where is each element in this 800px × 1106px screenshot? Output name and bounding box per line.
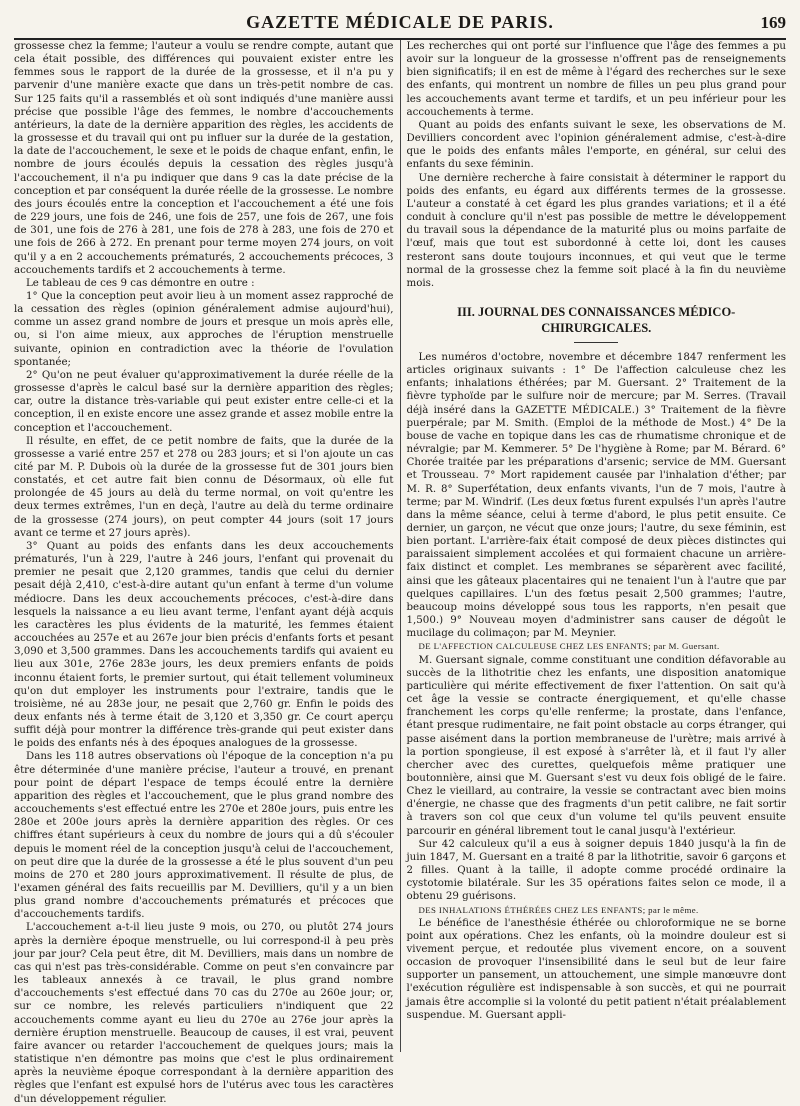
paragraph: M. Guersant signale, comme constituant une condition défavorable au succès de la lithotritie chez les enfants, une disposition anatomique particulière qui mérite effectivement de fixer l'attention. On sait qu'à cet âge la vessie se contracte énergiquement, et qu'elle chasse franchement les corps qu'elle renferme; la prostate, dans l'enfance, étant presque rudimentaire, ne fait point obstacle au corps étranger, qui passe aisément dans la portion membraneuse de l'urètre; mais arrivé à la portion spongieuse, il est exposé à s'arrêter là, et il faut l'y aller chercher avec des curettes, quelquefois même pratiquer une boutonnière, ainsi que M. Guersant s'est vu deux fois obligé de le faire. Chez le vieillard, au contraire, la vessie se contractant avec bien moins d'énergie, ne chasse que des fragments d'un petit calibre, ne fait sortir à travers son col que ceux d'un volume tel qu'ils peuvent ensuite parcourir en général librement tout le canal jusqu'à l'extérieur. bbox=[406, 653, 786, 837]
paragraph: Sur 42 calculeux qu'il a eus à soigner depuis 1840 jusqu'à la fin de juin 1847, M. Guersant en a traité 8 par la lithotritie, savoir 6 garçons et 2 filles. Quant à la taille, il adopte comme procédé ordinaire la cystotomie bilatérale. Sur les 35 opérations faites selon ce mode, il a obtenu 29 guérisons. bbox=[406, 837, 786, 903]
section-divider bbox=[574, 342, 618, 343]
right-column bbox=[400, 40, 787, 1052]
paragraph: Il résulte, en effet, de ce petit nombre de faits, que la durée de la grossesse a varié entre 257 et 278 ou 283 jours; et si l'on ajoute un cas cité par M. P. Dubois où la durée de la grossesse fut de 301 jours bien constatés, et cet autre fait bien connu de Désormaux, où elle fut prolongée de 45 jours au delà du terme normal, on voit qu'entre les deux termes extrêmes, l'un en deçà, l'autre au delà du terme ordinaire de la grossesse (274 jours), on peut compter 44 jours (soit 17 jours avant ce terme et 27 jours après). bbox=[14, 434, 394, 539]
left-column bbox=[14, 40, 400, 1105]
paragraph: Quant au poids des enfants suivant le sexe, les observations de M. Devilliers concordent avec l'opinion généralement admise, c'est-à-dire que le poids des enfants mâles l'emporte, en général, sur celui des enfants du sexe féminin. bbox=[406, 118, 786, 171]
subsection-title: DES INHALATIONS ÉTHÉRÉES CHEZ LES ENFANTS bbox=[418, 904, 643, 915]
text-columns bbox=[14, 40, 786, 1105]
journal-title: GAZETTE MÉDICALE DE PARIS. bbox=[246, 12, 554, 32]
paragraph: Le tableau de ces 9 cas démontre en outre : bbox=[26, 276, 255, 289]
paragraph: Les recherches qui ont porté sur l'influence que l'âge des femmes a pu avoir sur la longueur de la grossesse n'offrent pas de renseignements bien significatifs; il en est de même à l'égard des recherches sur le sexe des enfants, qui montrent un nombre de filles un peu plus grand pour les accouchements avant terme et tardifs, et un peu inférieur pour les accouchements à terme. bbox=[406, 40, 786, 118]
subsection-heading bbox=[407, 640, 787, 653]
paragraph: 1° Que la conception peut avoir lieu à un moment assez rapproché de la cessation des règles (opinion généralement admise aujourd'hui), comme un assez grand nombre de jours et presque un mois après elle, ou, si l'on aime mieux, aux approches de l'éruption menstruelle suivante, opinion en contradiction avec la théorie de l'ovulation spontanée; bbox=[14, 289, 394, 368]
subsection-author: ; par M. Guersant. bbox=[648, 641, 720, 652]
section-title: III. JOURNAL DES CONNAISSANCES MÉDICO-CHIRURGICALES. bbox=[457, 304, 736, 335]
paragraph: grossesse chez la femme; l'auteur a voulu se rendre compte, autant que cela était possible, des différences qui pouvaient exister entre les femmes sous le rapport de la durée de la grossesse, et il n'a pu y parvenir d'une manière exacte que dans un très-petit nombre de cas. Sur 125 faits qu'il a rassemblés et où sont indiqués d'une manière aussi précise que possible l'âge des femmes, le nombre d'accouchements antérieurs, la date de la dernière apparition des règles, les accidents de la grossesse et du travail qui ont pu influer sur la durée de la gestation, la date de l'accouchement, le sexe et le poids de chaque enfant, enfin, le nombre de jours écoulés depuis la cessation des règles jusqu'à l'accouchement, il n'a pu indiquer que dans 9 cas la date précise de la conception et par conséquent la durée réelle de la grossesse. Le nombre des jours écoulés entre la conception et l'accouchement a été une fois de 229 jours, une fois de 246, une fois de 257, une fois de 267, une fois de 301, une fois de 276 à 281, une fois de 278 à 283, une fois de 270 et une fois de 266 à 272. En prenant pour terme moyen 274 jours, on voit qu'il y a en 2 accouchements prématurés, 2 accouchements précoces, 3 accouchements tardifs et 2 accouchements à terme. bbox=[14, 40, 394, 276]
paragraph: Le bénéfice de l'anesthésie éthérée ou chloroformique ne se borne point aux opérations. Chez les enfants, où la moindre douleur est si vivement perçue, et redoutée plus vivement encore, on a souvent occasion de provoquer l'insensibilité dans le seul but de leur faire supporter un pansement, un attouchement, une simple manœuvre dont l'exécution régulière est indispensable à son succès, et qui ne pourrait jamais être accomplie si la volonté du petit patient n'était préalablement suspendue. M. Guersant appli- bbox=[406, 916, 786, 1021]
subsection-author: ; par le même. bbox=[642, 904, 699, 915]
paragraph: 2° Qu'on ne peut évaluer qu'approximativement la durée réelle de la grossesse d'après le calcul basé sur la dernière apparition des règles; car, outre la distance très-variable qui peut exister entre celle-ci et la conception, il en existe encore une assez grande et assez mobile entre la conception et l'accouchement. bbox=[14, 368, 394, 434]
paragraph: Une dernière recherche à faire consistait à déterminer le rapport du poids des enfants, eu égard aux différents termes de la grossesse. L'auteur a constaté à cet égard les plus grandes variations; et il a été conduit à conclure qu'il n'est pas possible de mettre le développement du travail sous la dépendance de la maturité plus ou moins parfaite de l'œuf, mais que tout est subordonné à cette loi, dont les causes resteront sans doute toujours inconnues, et qui veut que le terme normal de la grossesse chez la femme soit placé à la fin du neuvième mois. bbox=[406, 171, 786, 289]
paragraph: Dans les 118 autres observations où l'époque de la conception n'a pu être déterminée d'une manière précise, l'auteur a trouvé, en prenant pour point de départ l'espace de temps écoulé entre la dernière apparition des règles et l'accouchement, que le plus grand nombre des accouchements s'est effectué entre les 270e et 280e jours, puis entre les 280e et 200e jours après la dernière apparition des règles. Or ces chiffres étant supérieurs à ceux du nombre de jours qui a dû s'écouler depuis le moment réel de la conception jusqu'à celui de l'accouchement, on peut dire que la durée de la grossesse a été le plus souvent d'un peu moins de 270 et 280 jours approximativement. Il résulte de plus, de l'examen général des faits recueillis par M. Devilliers, qu'il y a un bien plus grand nombre d'accouchements prématurés et précoces que d'accouchements tardifs. bbox=[14, 750, 394, 921]
paragraph: Les numéros d'octobre, novembre et décembre 1847 renferment les articles originaux suivants : 1° De l'affection calculeuse chez les enfants; inhalations éthérées; par M. Guersant. 2° Traitement de la fièvre typhoïde par le sulfure noir de mercure; par M. Serres. (Travail déjà inséré dans la GAZETTE MÉDICALE.) 3° Traitement de la fièvre puerpérale; par M. Smith. (Emploi de la méthode de Most.) 4° De la bouse de vache en topique dans les cas de rhumatisme chronique et de névralgie; par M. Kemmerer. 5° De l'hygiène à Rome; par M. Bérard. 6° Chorée traitée par les préparations d'arsenic; service de MM. Guersant et Trousseau. 7° Mort rapidement causée par l'inhalation d'éther; par M. R. 8° Superfétation, deux enfants vivants, l'un de 7 mois, l'autre à terme; par M. Windrif. (Les deux fœtus furent expulsés l'un après l'autre dans la même séance, celui à terme d'abord, le plus petit ensuite. Ce dernier, un garçon, ne vécut que onze jours; l'autre, du sexe féminin, est bien portant. L'arrière-faix était composé de deux pièces distinctes qui paraissaient simplement accolées et qui formaient chacune un arrière-faix distinct et complet. Les membranes se séparèrent avec facilité, ainsi que les gâteaux placentaires qui ne tenaient l'un à l'autre que par quelques capillaires. L'un des fœtus pesait 2,500 grammes; l'autre, beaucoup moins développé sous tous les rapports, n'en pesait que 1,500.) 9° Nouveau moyen d'administrer sans causer de dégoût le mucilage du colimaçon; par M. Meynier. bbox=[406, 350, 786, 640]
page-header bbox=[14, 0, 786, 40]
paragraph: 3° Quant au poids des enfants dans les deux accouchements prématurés, l'un à 229, l'autre à 246 jours, l'enfant qui provenait du premier ne pesait que 2,120 grammes, tandis que celui du dernier pesait déjà 2,410, c'est-à-dire autant qu'un enfant à terme d'un volume médiocre. Dans les deux accouchements précoces, c'est-à-dire dans lesquels la naissance a eu lieu avant terme, l'enfant ayant déjà acquis les caractères les plus évidents de la maturité, les femmes étaient accouchées au 257e et au 267e jour bien précis d'enfants forts et pesant 3,090 et 3,500 grammes. Dans les accouchements tardifs qui avaient eu lieu aux 301e, 276e 283e jours, les deux premiers enfants de poids inconnu étaient forts, le premier surtout, qui était tellement volumineux qu'on dut employer les instruments pour l'extraire, tandis que le troisième, né au 283e jour, ne pesait que 2,760 gr. Enfin le poids des deux enfants nés à terme était de 3,120 et 3,350 gr. Ce court aperçu suffit déjà pour montrer la différence très-grande qui peut exister dans le poids des enfants nés à des époques analogues de la grossesse. bbox=[14, 539, 394, 750]
page-number: 169 bbox=[760, 13, 786, 32]
subsection-title: DE L'AFFECTION CALCULEUSE CHEZ LES ENFANTS bbox=[418, 641, 649, 652]
paragraph: L'accouchement a-t-il lieu juste 9 mois, ou 270, ou plutôt 274 jours après la dernière époque menstruelle, ou lui correspond-il à peu près jour par jour? Cela peut être, dit M. Devilliers, mais dans un nombre de cas qui n'est pas très-considérable. Comme on peut s'en convaincre par les tableaux annexés à ce travail, le plus grand nombre d'accouchements s'est effectué dans 70 cas du 270e au 260e jour; or, sur ce nombre, les relevés particuliers n'indiquent que 22 accouchements comme ayant eu lieu du 270e au 276e jour après la dernière éruption menstruelle. Beaucoup de causes, il est vrai, peuvent faire avancer ou retarder l'accouchement de quelques jours; mais la statistique n'en démontre pas moins que c'est le plus ordinairement après la neuvième époque correspondant à la dernière apparition des règles que l'enfant est expulsé hors de l'utérus avec tous les caractères d'un développement régulier. bbox=[14, 921, 394, 1105]
subsection-heading bbox=[407, 904, 787, 917]
